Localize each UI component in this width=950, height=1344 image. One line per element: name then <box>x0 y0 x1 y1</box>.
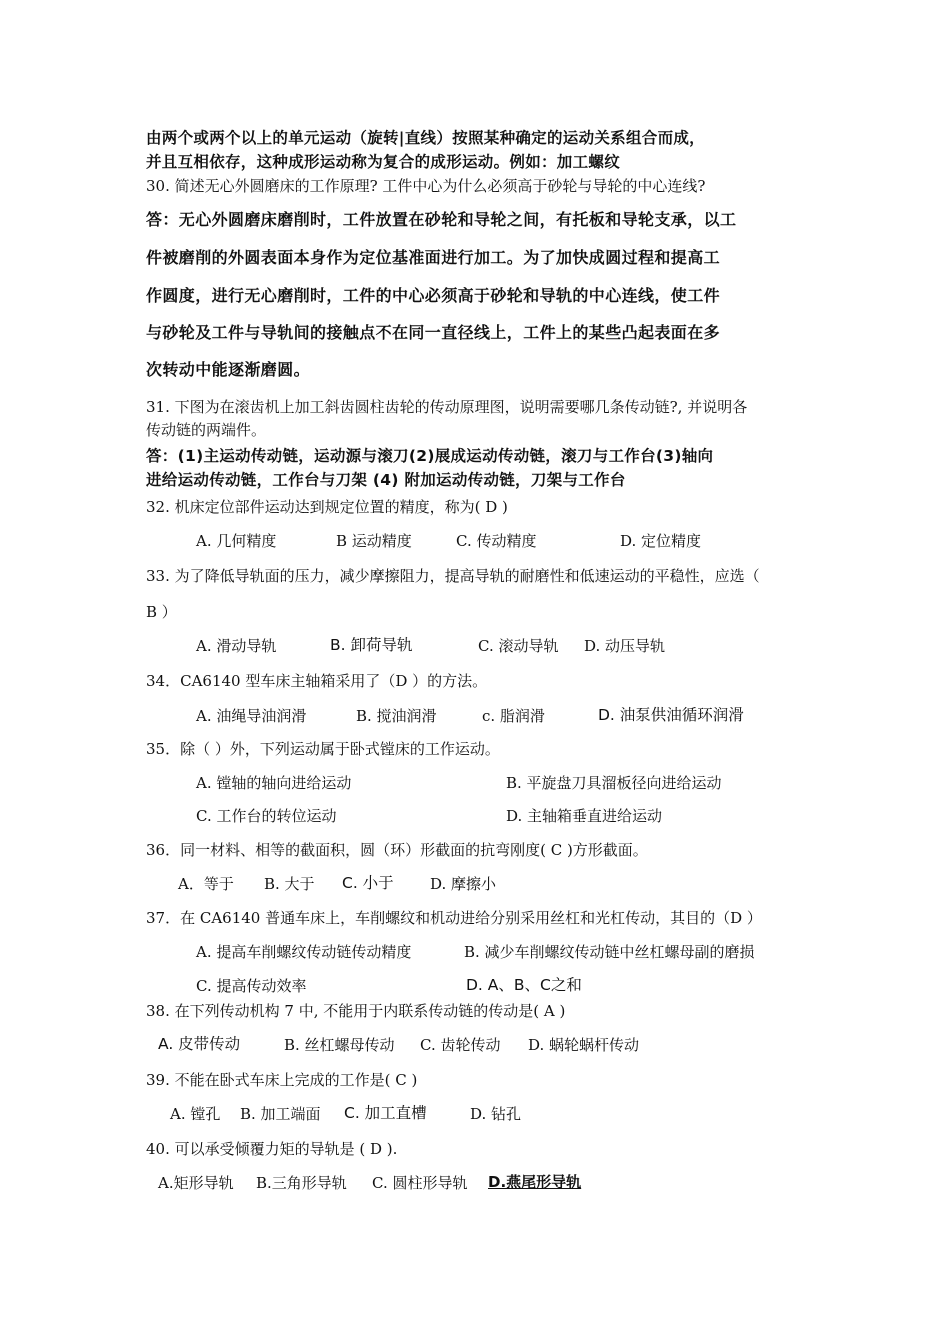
q31-answer-line-1: 答：(1)主运动传动链，运动源与滚刀(2)展成运动传动链，滚刀与工作台(3)轴向 <box>146 447 714 465</box>
q38-question: 38. 在下列传动机构 7 中, 不能用于内联系传动链的传动是( A ) <box>146 1002 566 1020</box>
q40-option-b: B.三角形导轨 <box>256 1174 347 1192</box>
q35-question: 35．除（ ）外，下列运动属于卧式镗床的工作运动。 <box>146 740 500 758</box>
q39-question: 39. 不能在卧式车床上完成的工作是( C ) <box>146 1071 418 1089</box>
q37-option-b: B. 减少车削螺纹传动链中丝杠螺母副的磨损 <box>464 943 755 961</box>
q36-option-a: A．等于 <box>178 875 234 893</box>
q39-option-b: B. 加工端面 <box>240 1105 321 1123</box>
intro-line-1: 由两个或两个以上的单元运动（旋转|直线）按照某种确定的运动关系组合而成， <box>146 129 705 147</box>
q32-option-c: C. 传动精度 <box>456 532 537 550</box>
q33-option-a: A. 滑动导轨 <box>196 637 277 655</box>
q31-answer-line-2: 进给运动传动链，工作台与刀架 (4) 附加运动传动链，刀架与工作台 <box>146 471 626 489</box>
q34-question: 34．CA6140 型车床主轴箱采用了（D ）的方法。 <box>146 672 488 690</box>
q35-option-c: C. 工作台的转位运动 <box>196 807 337 825</box>
q30-answer-line-3: 作圆度，进行无心磨削时，工件的中心必须高于砂轮和导轨的中心连线，使工件 <box>146 286 721 305</box>
q36-option-b: B. 大于 <box>264 875 315 893</box>
q30-answer-line-5: 次转动中能逐渐磨圆。 <box>146 360 311 379</box>
q33-option-b: B. 卸荷导轨 <box>330 636 413 654</box>
q31-question-line-2: 传动链的两端件。 <box>146 421 267 439</box>
q33-option-c: C. 滚动导轨 <box>478 637 559 655</box>
q34-option-a: A. 油绳导油润滑 <box>196 707 307 725</box>
q39-option-a: A. 镗孔 <box>170 1105 221 1123</box>
q35-option-a: A. 镗轴的轴向进给运动 <box>196 774 352 792</box>
q30-answer-line-4: 与砂轮及工件与导轨间的接触点不在同一直径线上，工件上的某些凸起表面在多 <box>146 323 721 342</box>
q34-option-d: D. 油泵供油循环润滑 <box>598 706 744 724</box>
q37-question: 37．在 CA6140 普通车床上，车削螺纹和机动进给分别采用丝杠和光杠传动，其目的（D ） <box>146 909 762 927</box>
q35-option-b: B. 平旋盘刀具溜板径向进给运动 <box>506 774 722 792</box>
q31-question-line-1: 31. 下图为在滚齿机上加工斜齿圆柱齿轮的传动原理图，说明需要哪几条传动链?, 并说明各 <box>146 398 748 416</box>
q36-question: 36．同一材料、相等的截面积，圆（环）形截面的抗弯刚度( C )方形截面。 <box>146 841 648 859</box>
q33-question-line-1: 33. 为了降低导轨面的压力，减少摩擦阻力，提高导轨的耐磨性和低速运动的平稳性，应选（ <box>146 567 760 585</box>
q39-option-c: C. 加工直槽 <box>344 1104 427 1122</box>
q39-option-d: D. 钻孔 <box>470 1105 522 1123</box>
q37-option-c: C. 提高传动效率 <box>196 977 307 995</box>
q40-option-d: D.燕尾形导轨 <box>488 1173 582 1191</box>
q36-option-d: D. 摩擦小 <box>430 875 497 893</box>
q40-question: 40. 可以承受倾覆力矩的导轨是 ( D ). <box>146 1140 398 1158</box>
q38-option-b: B. 丝杠螺母传动 <box>284 1036 395 1054</box>
q38-option-c: C. 齿轮传动 <box>420 1036 501 1054</box>
q34-option-c: c. 脂润滑 <box>482 707 545 725</box>
q36-option-c: C. 小于 <box>342 874 394 892</box>
q37-option-d: D. A、B、C之和 <box>466 976 582 994</box>
q32-option-b: B 运动精度 <box>336 532 412 550</box>
q33-question-line-2: B ） <box>146 603 177 621</box>
q35-option-d: D. 主轴箱垂直进给运动 <box>506 807 663 825</box>
q32-question: 32. 机床定位部件运动达到规定位置的精度，称为( D ) <box>146 498 508 516</box>
q38-option-a: A. 皮带传动 <box>158 1035 241 1053</box>
q30-answer-line-2: 件被磨削的外圆表面本身作为定位基准面进行加工。为了加快成圆过程和提高工 <box>146 248 721 267</box>
q37-option-a: A. 提高车削螺纹传动链传动精度 <box>196 943 412 961</box>
q30-question: 30. 简述无心外圆磨床的工作原理? 工件中心为什么必须高于砂轮与导轮的中心连线? <box>146 177 706 195</box>
q34-option-b: B. 搅油润滑 <box>356 707 437 725</box>
q32-option-d: D. 定位精度 <box>620 532 702 550</box>
intro-line-2: 并且互相依存，这种成形运动称为复合的成形运动。例如：加工螺纹 <box>146 153 621 171</box>
q40-option-a: A.矩形导轨 <box>158 1174 234 1192</box>
q32-option-a: A. 几何精度 <box>196 532 277 550</box>
q33-option-d: D. 动压导轨 <box>584 637 666 655</box>
q38-option-d: D. 蜗轮蜗杆传动 <box>528 1036 640 1054</box>
q30-answer-line-1: 答：无心外圆磨床磨削时，工件放置在砂轮和导轮之间，有托板和导轮支承，以工 <box>146 210 737 229</box>
q40-option-c: C. 圆柱形导轨 <box>372 1174 468 1192</box>
